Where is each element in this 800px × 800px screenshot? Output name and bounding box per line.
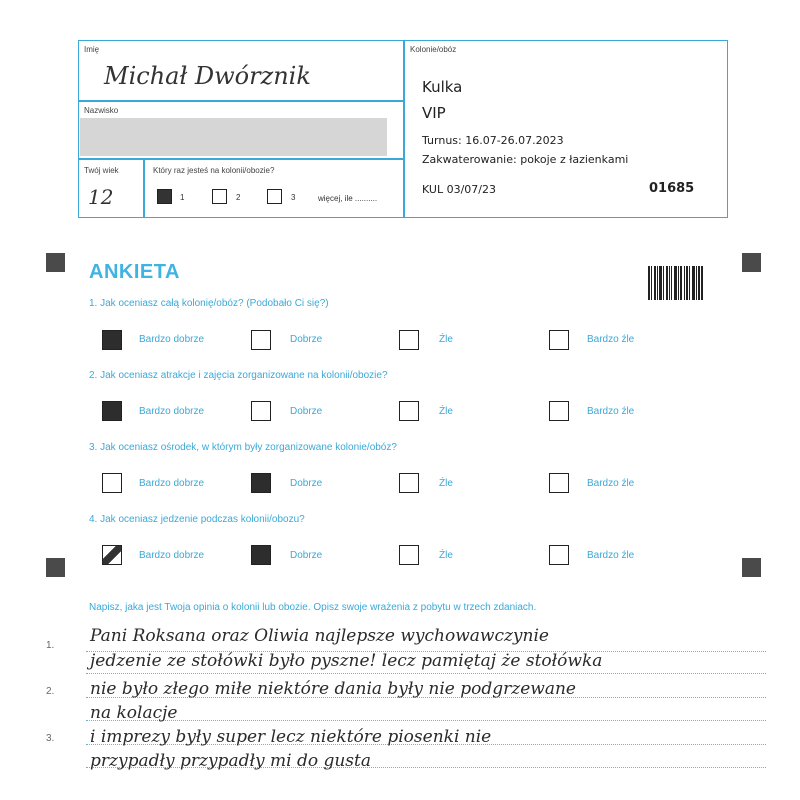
line-number-3: 3. — [46, 733, 55, 744]
q1-label-dobrze: Dobrze — [290, 334, 323, 345]
question-2: 2. Jak oceniasz atrakcje i zajęcia zorganizowane na kolonii/obozie? — [89, 370, 388, 381]
survey-title: ANKIETA — [89, 261, 180, 283]
q4-checkbox-bardzo-zle[interactable] — [549, 545, 569, 565]
answer-line — [86, 720, 766, 721]
corner-marker-top-left — [46, 253, 65, 272]
q2-label-dobrze: Dobrze — [290, 406, 323, 417]
ktory-raz-option-1: 1 — [180, 193, 185, 202]
imie-value[interactable]: Michał Dwórznik — [104, 62, 311, 90]
answer-text-2[interactable]: jedzenie ze stołówki było pyszne! lecz pamiętaj że stołówka — [90, 651, 603, 671]
q3-checkbox-dobrze[interactable] — [251, 473, 271, 493]
camp-type: VIP — [422, 104, 446, 122]
q2-checkbox-dobrze[interactable] — [251, 401, 271, 421]
q4-label-zle: Źle — [439, 550, 453, 561]
form-divider-h2 — [78, 158, 404, 160]
form-divider-h1 — [78, 100, 404, 102]
q4-checkbox-zle[interactable] — [399, 545, 419, 565]
q4-label-bardzo-dobrze: Bardzo dobrze — [139, 550, 205, 561]
q3-label-dobrze: Dobrze — [290, 478, 323, 489]
ktory-raz-label: Który raz jesteś na kolonii/obozie? — [153, 166, 275, 175]
corner-marker-bottom-right — [742, 558, 761, 577]
form-number: 01685 — [649, 181, 695, 196]
q1-checkbox-bardzo-zle[interactable] — [549, 330, 569, 350]
answer-text-1[interactable]: Pani Roksana oraz Oliwia najlepsze wychowawczynie — [90, 626, 549, 646]
q3-label-zle: Źle — [439, 478, 453, 489]
answer-text-6[interactable]: przypadły przypadły mi do gusta — [90, 751, 371, 771]
barcode-icon — [648, 266, 703, 300]
q1-label-zle: Źle — [439, 334, 453, 345]
q2-checkbox-bardzo-zle[interactable] — [549, 401, 569, 421]
q3-checkbox-zle[interactable] — [399, 473, 419, 493]
q2-label-zle: Źle — [439, 406, 453, 417]
answer-text-4[interactable]: na kolacje — [90, 703, 178, 723]
nazwisko-redacted-field[interactable] — [80, 118, 387, 156]
turnus: Turnus: 16.07-26.07.2023 — [422, 134, 564, 147]
line-number-2: 2. — [46, 686, 55, 697]
q3-label-bardzo-dobrze: Bardzo dobrze — [139, 478, 205, 489]
q4-label-dobrze: Dobrze — [290, 550, 323, 561]
q2-checkbox-zle[interactable] — [399, 401, 419, 421]
ktory-raz-checkbox-2[interactable] — [212, 189, 227, 204]
q2-label-bardzo-dobrze: Bardzo dobrze — [139, 406, 205, 417]
answer-line — [86, 673, 766, 674]
corner-marker-bottom-left — [46, 558, 65, 577]
q1-label-bardzo-zle: Bardzo źle — [587, 334, 635, 345]
q1-checkbox-zle[interactable] — [399, 330, 419, 350]
line-number-1: 1. — [46, 640, 55, 651]
q1-label-bardzo-dobrze: Bardzo dobrze — [139, 334, 205, 345]
nazwisko-label: Nazwisko — [84, 106, 119, 115]
ktory-raz-checkbox-3[interactable] — [267, 189, 282, 204]
form-divider-vertical — [403, 40, 405, 218]
kolonie-label: Kolonie/obóz — [410, 45, 457, 54]
camp-code: KUL 03/07/23 — [422, 183, 496, 196]
answer-text-5[interactable]: i imprezy były super lecz niektóre piosenki nie — [90, 727, 492, 747]
zakwaterowanie: Zakwaterowanie: pokoje z łazienkami — [422, 153, 629, 166]
q2-checkbox-bardzo-dobrze[interactable] — [102, 401, 122, 421]
camp-name: Kulka — [422, 78, 463, 96]
q1-checkbox-bardzo-dobrze[interactable] — [102, 330, 122, 350]
q3-checkbox-bardzo-dobrze[interactable] — [102, 473, 122, 493]
form-divider-age — [143, 158, 145, 218]
question-3: 3. Jak oceniasz ośrodek, w którym były zorganizowane kolonie/obóz? — [89, 442, 397, 453]
opinion-prompt: Napisz, jaka jest Twoja opinia o kolonii lub obozie. Opisz swoje wrażenia z pobytu w trzech zdaniach. — [89, 602, 537, 613]
wiek-value[interactable]: 12 — [88, 185, 114, 209]
question-4: 4. Jak oceniasz jedzenie podczas kolonii/obozu? — [89, 514, 305, 525]
question-1: 1. Jak oceniasz całą kolonię/obóz? (Podobało Ci się?) — [89, 298, 329, 309]
ktory-raz-option-3: 3 — [291, 193, 296, 202]
q4-checkbox-bardzo-dobrze[interactable] — [102, 545, 122, 565]
imie-label: Imię — [84, 45, 100, 54]
q4-checkbox-dobrze[interactable] — [251, 545, 271, 565]
ktory-raz-more: więcej, ile .......... — [318, 194, 378, 203]
corner-marker-top-right — [742, 253, 761, 272]
wiek-label: Twój wiek — [84, 166, 119, 175]
answer-text-3[interactable]: nie było złego miłe niektóre dania były nie podgrzewane — [90, 679, 576, 699]
q1-checkbox-dobrze[interactable] — [251, 330, 271, 350]
q3-label-bardzo-zle: Bardzo źle — [587, 478, 635, 489]
ktory-raz-option-2: 2 — [236, 193, 241, 202]
q4-label-bardzo-zle: Bardzo źle — [587, 550, 635, 561]
q3-checkbox-bardzo-zle[interactable] — [549, 473, 569, 493]
ktory-raz-checkbox-1[interactable] — [157, 189, 172, 204]
q2-label-bardzo-zle: Bardzo źle — [587, 406, 635, 417]
